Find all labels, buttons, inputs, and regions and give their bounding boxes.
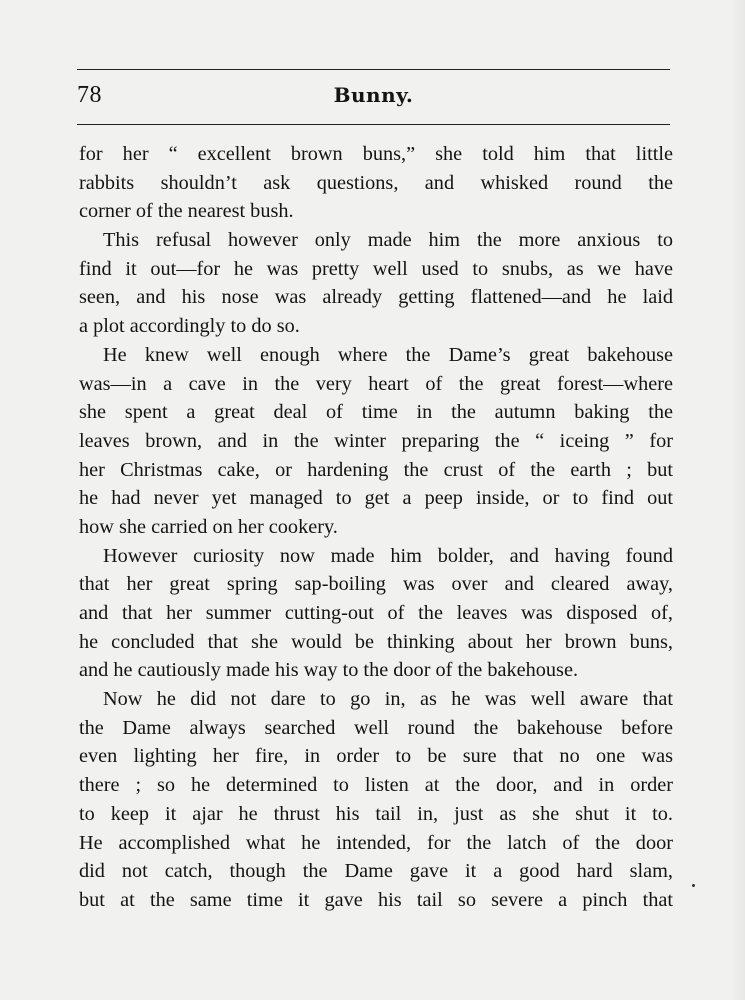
text-line: to keep it ajar he thrust his tail in, just as she shut it to. <box>79 802 673 825</box>
header-rule-bottom <box>77 124 670 125</box>
text-line: seen, and his nose was already getting flattened—and he laid <box>79 286 673 309</box>
paragraph <box>79 140 673 226</box>
text-line: was—in a cave in the very heart of the great forest—where <box>79 372 673 395</box>
header-rule-top <box>77 69 670 70</box>
text-line: and that her summer cutting-out of the leaves was disposed of, <box>79 602 673 624</box>
text-line: corner of the nearest bush. <box>79 200 294 223</box>
text-line: leaves brown, and in the winter preparing the “ iceing ” for <box>79 429 673 452</box>
text-line: even lighting her fire, in order to be sure that no one was <box>79 745 673 768</box>
text-line: a plot accordingly to do so. <box>79 315 300 338</box>
body-text <box>79 140 673 915</box>
text-line: her Christmas cake, or hardening the crust of the earth ; but <box>79 458 673 481</box>
paragraph <box>79 542 673 685</box>
running-header <box>77 80 670 110</box>
paragraph <box>79 685 673 915</box>
page-edge-shadow <box>731 0 745 1000</box>
text-line: he concluded that she would be thinking about her brown buns, <box>79 630 673 653</box>
text-line: there ; so he determined to listen at the door, and in order <box>79 774 673 797</box>
text-line: how she carried on her cookery. <box>79 515 338 538</box>
text-line: He knew well enough where the Dame’s great bakehouse <box>103 343 673 366</box>
text-line: and he cautiously made his way to the door of the bakehouse. <box>79 659 579 682</box>
text-line: This refusal however only made him the more anxious to <box>103 229 673 252</box>
text-line: find it out—for he was pretty well used to snubs, as we have <box>79 257 673 280</box>
paragraph <box>79 341 673 542</box>
text-line: she spent a great deal of time in the autumn baking the <box>79 401 673 424</box>
text-line: He accomplished what he intended, for the latch of the door <box>79 831 673 854</box>
text-line: he had never yet managed to get a peep inside, or to find out <box>79 487 673 510</box>
text-line: but at the same time it gave his tail so severe a pinch that <box>79 888 673 911</box>
text-line: Now he did not dare to go in, as he was well aware that <box>103 688 673 711</box>
text-line: the Dame always searched well round the bakehouse before <box>79 716 673 739</box>
paragraph <box>79 226 673 341</box>
text-line: that her great spring sap-boiling was over and cleared away, <box>79 573 673 596</box>
text-line: did not catch, though the Dame gave it a good hard slam, <box>79 860 673 883</box>
running-title: Bunny. <box>333 83 414 107</box>
text-line: However curiosity now made him bolder, and having found <box>103 544 673 567</box>
margin-mark <box>692 884 695 887</box>
page-number: 78 <box>77 82 102 108</box>
text-line: rabbits shouldn’t ask questions, and whisked round the <box>79 171 673 194</box>
text-line: for her “ excellent brown buns,” she told him that little <box>79 143 673 165</box>
